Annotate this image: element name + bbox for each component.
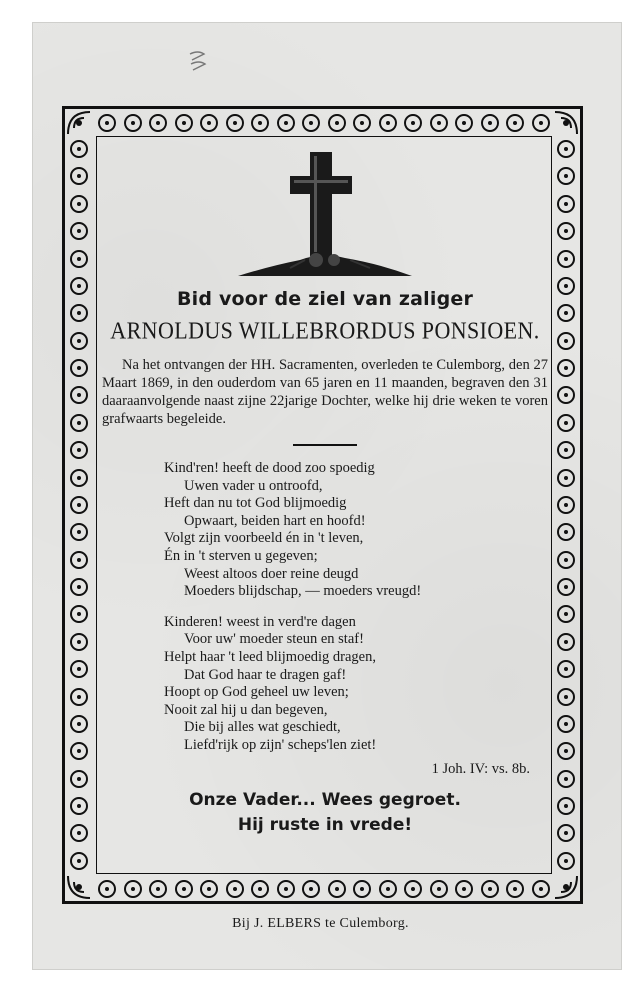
border-ornament (455, 114, 473, 132)
border-ornament (557, 633, 575, 651)
prayer-line-2: Hij ruste in vrede! (237, 814, 413, 835)
border-ornament (302, 114, 320, 132)
border-ornament (506, 114, 524, 132)
border-ornament (557, 660, 575, 678)
border-ornament (557, 250, 575, 268)
border-ornament (70, 386, 88, 404)
bottom-ornament-band (98, 876, 550, 902)
border-ornament (251, 880, 269, 898)
border-ornament (557, 414, 575, 432)
border-ornament (506, 880, 524, 898)
border-ornament (124, 880, 142, 898)
border-ornament (557, 441, 575, 459)
border-ornament (251, 114, 269, 132)
card-content (100, 282, 550, 838)
poem-line: Die bij alles wat geschiedt, (184, 719, 341, 736)
border-ornament (70, 167, 88, 185)
border-ornament (481, 880, 499, 898)
border-ornament (557, 332, 575, 350)
obituary-text: Na het ontvangen der HH. Sacramenten, overleden te Culemborg, den 27 Maart 1869, in den ouderdom van 65 jaren en 11 maanden, begraven den 31 daaraanvolgende naast zijne 22jarige Dochter, welke hij drie weken te voren grafwaarts begeleide. (102, 357, 548, 427)
border-ornament (557, 140, 575, 158)
corner-ornament-bottom-left (64, 872, 94, 902)
poem-line: Weest altoos doer reine deugd (184, 565, 359, 582)
border-ornament (70, 469, 88, 487)
border-ornament (532, 880, 550, 898)
poem-line: Kinderen! weest in verd're dagen (164, 613, 356, 630)
border-ornament (557, 469, 575, 487)
border-ornament (430, 880, 448, 898)
border-ornament (557, 578, 575, 596)
border-ornament (557, 688, 575, 706)
prayer-heading: Bid voor de ziel van zaliger (176, 288, 474, 310)
border-ornament (200, 114, 218, 132)
border-ornament (557, 551, 575, 569)
poem-line: Volgt zijn voorbeeld én in 't leven, (164, 530, 364, 547)
poem-line: Én in 't sterven u gegeven; (164, 547, 318, 564)
border-ornament (70, 660, 88, 678)
border-ornament (70, 140, 88, 158)
border-ornament (557, 277, 575, 295)
border-ornament (557, 359, 575, 377)
border-ornament (226, 114, 244, 132)
border-ornament (379, 880, 397, 898)
border-ornament (70, 195, 88, 213)
border-ornament (70, 222, 88, 240)
border-ornament (557, 715, 575, 733)
prayer-line-1: Onze Vader... Wees gegroet. (189, 789, 461, 810)
poem-line: Nooit zal hij u dan begeven, (164, 701, 328, 718)
publisher-imprint: Bij J. ELBERS te Culemborg. (232, 916, 409, 931)
poem-line: Dat God haar te dragen gaf! (184, 666, 347, 683)
border-ornament (70, 605, 88, 623)
right-ornament-band (553, 140, 579, 870)
border-ornament (70, 852, 88, 870)
border-ornament (379, 114, 397, 132)
border-ornament (70, 523, 88, 541)
poem-line: Voor uw' moeder steun en staf! (184, 631, 364, 648)
border-ornament (70, 359, 88, 377)
border-ornament (557, 797, 575, 815)
border-ornament (98, 880, 116, 898)
border-ornament (328, 880, 346, 898)
border-ornament (557, 770, 575, 788)
border-ornament (532, 114, 550, 132)
border-ornament (557, 742, 575, 760)
border-ornament (70, 441, 88, 459)
border-ornament (557, 824, 575, 842)
border-ornament (98, 114, 116, 132)
border-ornament (557, 167, 575, 185)
corner-ornament-top-right (551, 108, 581, 138)
border-ornament (70, 770, 88, 788)
border-ornament (557, 852, 575, 870)
corner-ornament-bottom-right (551, 872, 581, 902)
poem-line: Uwen vader u ontroofd, (184, 477, 323, 494)
poem-line: Opwaart, beiden hart en hoofd! (184, 512, 366, 529)
border-ornament (70, 688, 88, 706)
border-ornament (70, 304, 88, 322)
divider (293, 444, 357, 446)
poem-line: Liefd'rijk op zijn' scheps'len ziet! (184, 736, 377, 753)
poem-line: Helpt haar 't leed blijmoedig dragen, (164, 648, 376, 665)
border-ornament (353, 114, 371, 132)
poem-line: Heft dan nu tot God blijmoedig (164, 495, 347, 512)
border-ornament (175, 114, 193, 132)
border-ornament (70, 332, 88, 350)
border-ornament (557, 304, 575, 322)
border-ornament (70, 496, 88, 514)
cross-icon (230, 148, 420, 283)
border-ornament (557, 496, 575, 514)
border-ornament (557, 222, 575, 240)
bible-reference: 1 Joh. IV: vs. 8b. (431, 760, 530, 777)
border-ornament (200, 880, 218, 898)
border-ornament (404, 114, 422, 132)
border-ornament (70, 715, 88, 733)
border-ornament (226, 880, 244, 898)
border-ornament (557, 386, 575, 404)
border-ornament (175, 880, 193, 898)
top-ornament-band (98, 110, 550, 136)
border-ornament (277, 880, 295, 898)
border-ornament (557, 195, 575, 213)
border-ornament (430, 114, 448, 132)
border-ornament (70, 551, 88, 569)
border-ornament (70, 824, 88, 842)
border-ornament (70, 250, 88, 268)
border-ornament (149, 880, 167, 898)
border-ornament (328, 114, 346, 132)
poem-line: Moeders blijdschap, — moeders vreugd! (184, 583, 422, 600)
border-ornament (149, 114, 167, 132)
pencil-mark (186, 48, 212, 78)
border-ornament (124, 114, 142, 132)
border-ornament (455, 880, 473, 898)
border-ornament (481, 114, 499, 132)
border-ornament (353, 880, 371, 898)
border-ornament (404, 880, 422, 898)
deceased-name: ARNOLDUS WILLEBRORDUS PONSIOEN. (110, 316, 540, 345)
border-ornament (70, 578, 88, 596)
corner-ornament-top-left (64, 108, 94, 138)
border-ornament (277, 114, 295, 132)
border-ornament (302, 880, 320, 898)
border-ornament (557, 605, 575, 623)
border-ornament (70, 742, 88, 760)
border-ornament (70, 797, 88, 815)
border-ornament (70, 277, 88, 295)
poem-line: Hoopt op God geheel uw leven; (164, 684, 349, 701)
poem (164, 460, 550, 755)
left-ornament-band (66, 140, 92, 870)
border-ornament (70, 633, 88, 651)
border-ornament (70, 414, 88, 432)
poem-line: Kind'ren! heeft de dood zoo spoedig (164, 460, 375, 476)
border-ornament (557, 523, 575, 541)
